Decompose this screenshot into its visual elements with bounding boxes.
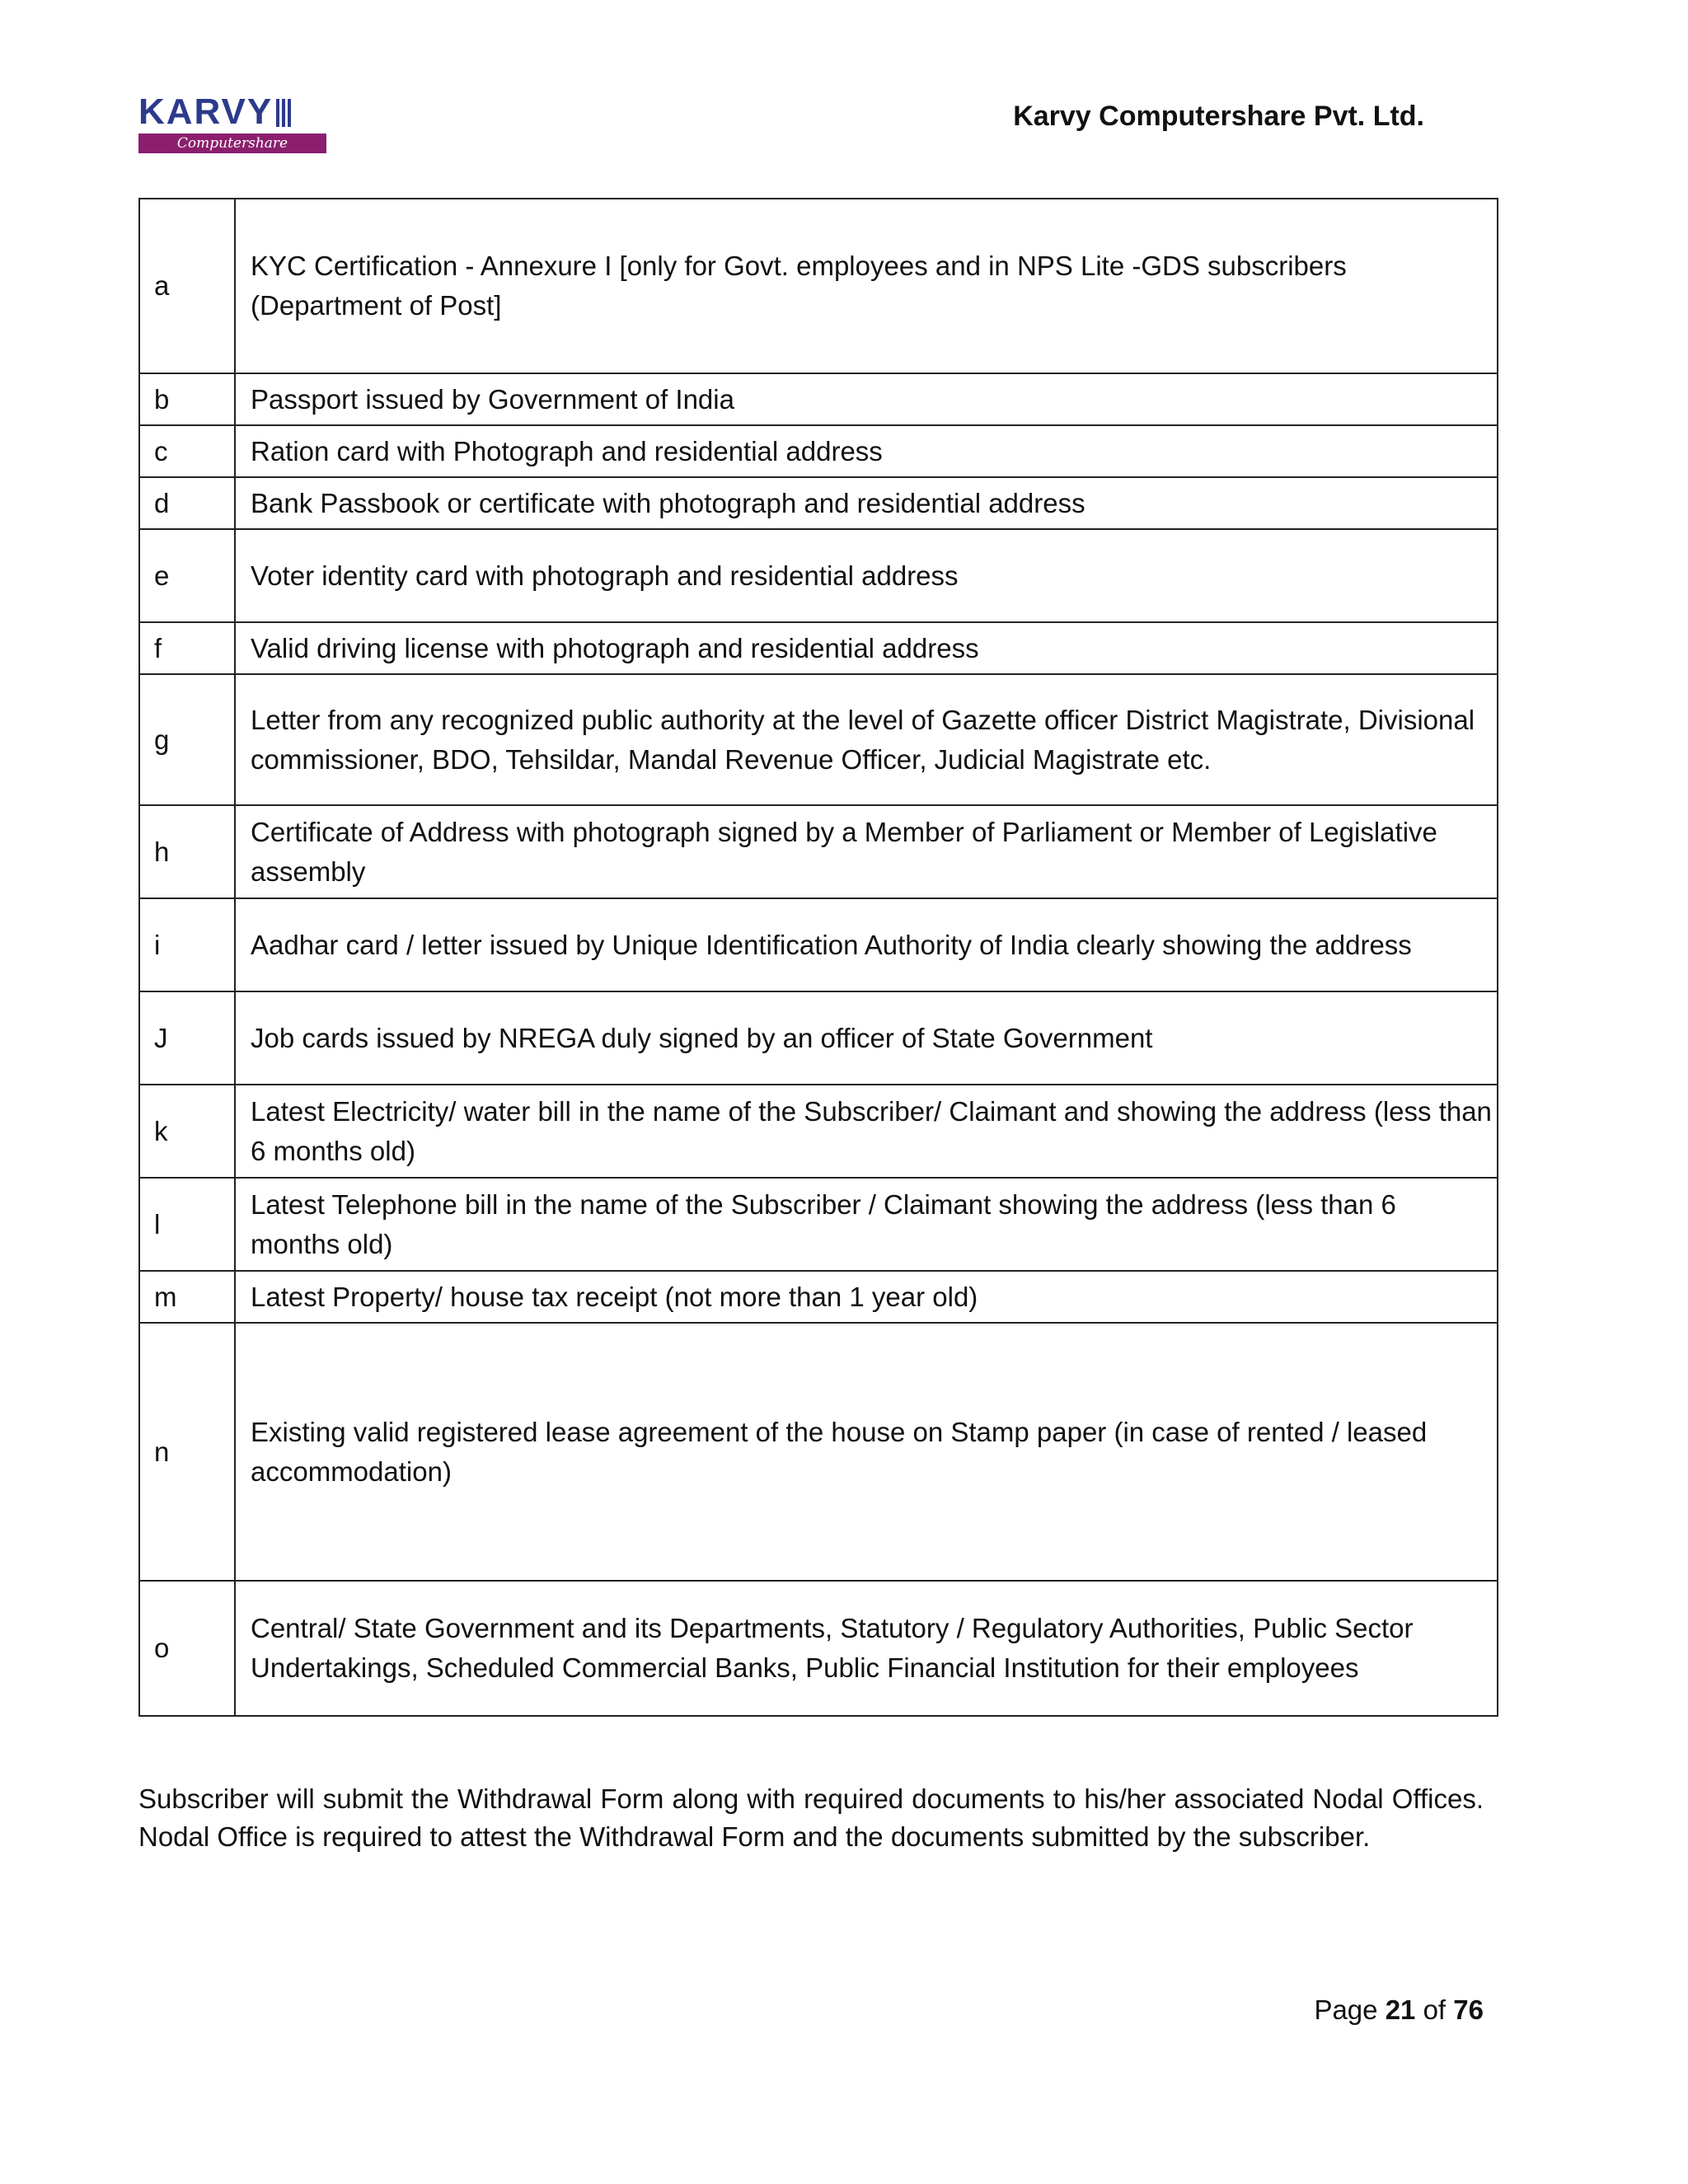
table-row (139, 199, 1498, 373)
row-text: Voter identity card with photograph and residential address (235, 529, 1498, 622)
row-text: KYC Certification - Annexure I [only for Govt. employees and in NPS Lite -GDS subscribers (Department of Post] (235, 199, 1498, 373)
table-row (139, 425, 1498, 477)
table-row (139, 991, 1498, 1085)
table-row (139, 1271, 1498, 1323)
row-text: Bank Passbook or certificate with photograph and residential address (235, 477, 1498, 529)
table-row (139, 674, 1498, 805)
row-code: f (139, 622, 235, 674)
body-paragraph: Subscriber will submit the Withdrawal Form along with required documents to his/her associated Nodal Offices. Nodal Office is required to attest the Withdrawal Form and the documents submitted by the subscriber. (138, 1783, 1484, 1852)
row-code: o (139, 1581, 235, 1716)
table-row (139, 1323, 1498, 1581)
logo-text: KARVY (138, 91, 274, 132)
table-row (139, 477, 1498, 529)
table-row (139, 1085, 1498, 1178)
row-code: J (139, 991, 235, 1085)
table-row (139, 1178, 1498, 1271)
total-pages: 76 (1453, 1994, 1484, 2025)
page-footer (1314, 1994, 1484, 2026)
row-code: c (139, 425, 235, 477)
row-text: Latest Electricity/ water bill in the name of the Subscriber/ Claimant and showing the address (less than 6 months old) (235, 1085, 1498, 1178)
row-code: d (139, 477, 235, 529)
row-text: Existing valid registered lease agreement of the house on Stamp paper (in case of rented / leased accommodation) (235, 1323, 1498, 1581)
row-code: e (139, 529, 235, 622)
table-row (139, 529, 1498, 622)
logo-bars-icon (276, 99, 291, 127)
row-code: m (139, 1271, 235, 1323)
table-row (139, 805, 1498, 898)
row-code: k (139, 1085, 235, 1178)
table-row (139, 1581, 1498, 1716)
row-code: l (139, 1178, 235, 1271)
row-code: n (139, 1323, 235, 1581)
table-row (139, 622, 1498, 674)
row-text: Central/ State Government and its Departments, Statutory / Regulatory Authorities, Public Sector Undertakings, Scheduled Commercial Banks, Public Financial Institution for their employees (235, 1581, 1498, 1716)
row-text: Certificate of Address with photograph signed by a Member of Parliament or Member of Legislative assembly (235, 805, 1498, 898)
row-code: g (139, 674, 235, 805)
row-text: Latest Telephone bill in the name of the Subscriber / Claimant showing the address (less than 6 months old) (235, 1178, 1498, 1271)
row-text: Passport issued by Government of India (235, 373, 1498, 425)
row-code: i (139, 898, 235, 991)
row-text: Job cards issued by NREGA duly signed by an officer of State Government (235, 991, 1498, 1085)
row-text: Ration card with Photograph and residential address (235, 425, 1498, 477)
page-label: Page (1314, 1994, 1378, 2025)
row-text: Aadhar card / letter issued by Unique Identification Authority of India clearly showing the address (235, 898, 1498, 991)
row-code: h (139, 805, 235, 898)
logo-wordmark (138, 91, 328, 132)
table-row (139, 373, 1498, 425)
of-label: of (1423, 1994, 1447, 2025)
page-number: 21 (1385, 1994, 1416, 2025)
row-code: b (139, 373, 235, 425)
row-text: Valid driving license with photograph and residential address (235, 622, 1498, 674)
documents-table (138, 198, 1498, 1717)
company-name: Karvy Computershare Pvt. Ltd. (1013, 101, 1424, 132)
row-code: a (139, 199, 235, 373)
logo-subtitle: Computershare (138, 134, 326, 153)
row-text: Latest Property/ house tax receipt (not more than 1 year old) (235, 1271, 1498, 1323)
row-text: Letter from any recognized public authority at the level of Gazette officer District Magistrate, Divisional commissioner, BDO, Tehsildar, Mandal Revenue Officer, Judicial Magistrate etc. (235, 674, 1498, 805)
table-row (139, 898, 1498, 991)
company-logo (138, 91, 328, 153)
